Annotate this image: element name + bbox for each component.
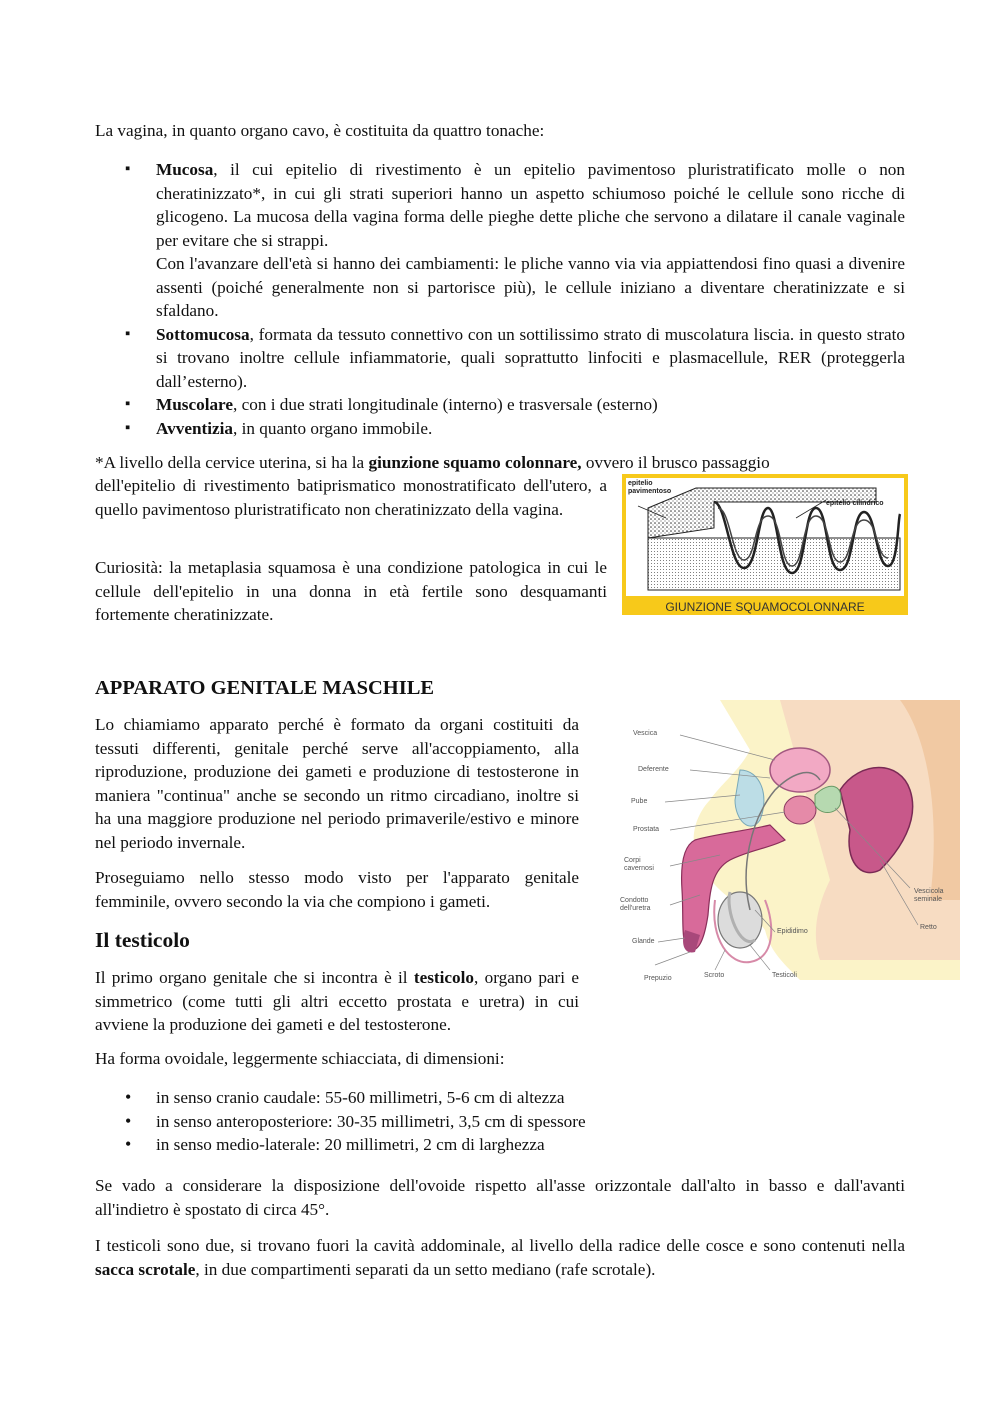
label-retto: Retto (920, 924, 937, 931)
disposizione-paragraph: Se vado a considerare la disposizione dell'ovoide rispetto all'asse orizzontale dall'alto in basso e dall'avanti all'indietro è spostato di circa 45°. (95, 1176, 905, 1219)
label-epitelio-pavimentoso (628, 480, 671, 496)
list-item (95, 417, 905, 441)
label-line: seminale (914, 896, 943, 903)
list-item (95, 323, 905, 394)
label-scroto: Scroto (704, 972, 725, 979)
label-vescica: Vescica (633, 730, 658, 737)
term-mucosa: Mucosa (156, 160, 214, 179)
curiosita-paragraph: Curiosità: la metaplasia squamosa è una condizione patologica in cui le cellule dell'epitelio in una donna in età fertile sono desquamanti fortemente cheratinizzate. (95, 558, 607, 624)
term-muscolare: Muscolare (156, 395, 234, 414)
label-epitelio-cilindrico: epitelio cilindrico (826, 500, 884, 507)
label-line: Vescicola (914, 888, 944, 895)
intro-paragraph: La vagina, in quanto organo cavo, è costituita da quattro tonache: (95, 121, 545, 140)
testicoli-paragraph (95, 1234, 905, 1281)
label-line: epitelio (628, 480, 653, 487)
list-item: • in senso cranio caudale: 55-60 millimetri, 5-6 cm di altezza (95, 1086, 905, 1110)
list-item (95, 158, 905, 323)
proseguiamo-paragraph: Proseguiamo nello stesso modo visto per l'apparato genitale femminile, ovvero secondo la via che compiono i gameti. (95, 868, 579, 911)
mucosa-text: , il cui epitelio di rivestimento è un epitelio pavimentoso pluristratificato molle o non cheratinizzato*, in cui gli strati superiori hanno un aspetto schiumoso poiché le cellule sono ricche di glicogeno. La mucosa della vagina forma delle pieghe dette pliche che servono a dilatare il canale vaginale per evitare che si strappi. (156, 160, 905, 250)
list-item: • in senso medio-laterale: 20 millimetri, 2 cm di larghezza (95, 1133, 905, 1157)
testicoli-text-after: , in due compartimenti separati da un setto mediano (rafe scrotale). (195, 1259, 656, 1279)
label-line: dell'uretra (620, 905, 651, 912)
label-pube: Pube (631, 798, 648, 805)
testicolo-bold: testicolo (413, 968, 475, 987)
mucosa-extra-text: Con l'avanzare dell'età si hanno dei cambiamenti: le pliche vanno via via appiattendosi fino quasi a divenire assenti (poiché generalmente non si partorisce più), le cellule iniziano a diventare cheratinizzate e si sfaldano. (156, 254, 905, 320)
label-condotto-uretra (620, 897, 651, 913)
sacca-scrotale-bold: sacca scrotale (95, 1259, 196, 1279)
dimensioni-list (95, 1086, 905, 1157)
label-line: Corpi (624, 857, 641, 864)
giunzione-figure-image (626, 478, 904, 596)
term-sottomucosa: Sottomucosa (156, 324, 250, 344)
sottomucosa-text: , formata da tessuto connettivo con un sottilissimo strato di muscolatura liscia. in questo strato si trovano inoltre cellule infiammatorie, quali soprattutto linfociti e plasmacellule, RER (proteggerla dall’esterno). (156, 324, 905, 391)
label-testicoli: Testicoli (772, 972, 797, 979)
forma-paragraph: Ha forma ovoidale, leggermente schiacciata, di dimensioni: (95, 1049, 505, 1068)
label-deferente: Deferente (638, 766, 669, 773)
male-anatomy-figure (600, 700, 960, 990)
term-avventizia: Avventizia (156, 418, 234, 438)
avventizia-text: , in quanto organo immobile. (233, 418, 433, 438)
muscolare-text: , con i due strati longitudinale (interno) e trasversale (esterno) (233, 395, 658, 414)
giunzione-text-after: ovvero il brusco passaggio (581, 453, 770, 472)
label-corpi-cavernosi (624, 857, 654, 873)
label-glande: Glande (632, 938, 655, 945)
giunzione-figure (622, 474, 908, 615)
tonache-list (95, 158, 905, 440)
apparato-paragraph: Lo chiamiamo apparato perché è formato da organi costituiti da tessuti differenti, genitale perché serve all'accoppiamento, alla riproduzione, produzione dei gameti e produzione di testosterone in maniera "continua" anche se secondo un ritmo circadiano, inoltre si ha una maggiore produzione nel periodo primaverile/estivo e minore nel periodo invernale. (95, 715, 579, 852)
giunzione-bold: giunzione squamo colonnare, (368, 453, 582, 472)
giunzione-text-before: *A livello della cervice uterina, si ha la (95, 453, 369, 472)
section-title: APPARATO GENITALE MASCHILE (95, 677, 435, 699)
subsection-title: Il testicolo (95, 928, 190, 952)
testicolo-text-after: , organo pari e simmetrico (come tutti gli altri eccetto prostata e uretra) in cui avviene la produzione dei gameti e del testosterone. (95, 968, 579, 1034)
testicolo-text-before: Il primo organo genitale che si incontra è il (95, 968, 414, 987)
label-epididimo: Epididimo (777, 928, 808, 935)
testicolo-paragraph-body (95, 966, 579, 1037)
male-anatomy-illustration (600, 700, 960, 990)
label-prepuzio: Prepuzio (644, 975, 672, 982)
list-item: • in senso anteroposteriore: 30-35 millimetri, 3,5 cm di spessore (95, 1110, 905, 1134)
testicoli-text-before: I testicoli sono due, si trovano fuori la cavità addominale, al livello della radice delle cosce e sono contenuti nella (95, 1236, 905, 1255)
label-line: pavimentoso (628, 488, 672, 495)
label-vescicola-seminale (914, 888, 944, 904)
label-line: cavernosi (624, 865, 654, 872)
giunzione-first-line (95, 451, 905, 475)
giunzione-paragraph: dell'epitelio di rivestimento batiprismatico monostratificato dell'utero, a quello pavimentoso pluristratificato non cheratinizzato della vagina. (95, 476, 607, 519)
figure-caption: GIUNZIONE SQUAMOCOLONNARE (665, 600, 865, 614)
list-item (95, 393, 905, 417)
label-prostata: Prostata (633, 826, 660, 833)
label-line: Condotto (620, 897, 649, 904)
